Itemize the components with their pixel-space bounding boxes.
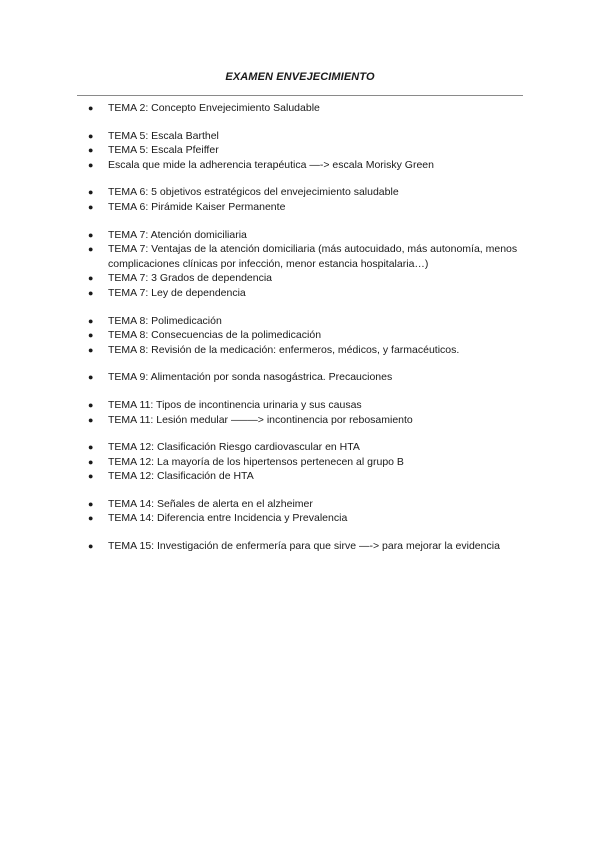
bullet-icon: ● [88, 513, 94, 524]
list-item-text: TEMA 2: Concepto Envejecimiento Saludable [108, 102, 320, 114]
list-item-text: TEMA 12: Clasificación de HTA [108, 470, 254, 483]
list-item-text: TEMA 6: 5 objetivos estratégicos del envejecimiento saludable [108, 186, 399, 199]
list-item-text: TEMA 12: La mayoría de los hipertensos pertenecen al grupo B [108, 455, 404, 468]
bullet-icon: ● [88, 244, 94, 255]
bullet-icon: ● [88, 315, 94, 326]
list-item [0, 158, 600, 173]
list-item [0, 370, 600, 385]
bullet-icon: ● [88, 541, 94, 552]
list-item-text: TEMA 14: Señales de alerta en el alzheimer [108, 497, 313, 510]
list-item [0, 343, 600, 358]
list-item-text: Escala que mide la adherencia terapéutica —-> escala Morisky Green [108, 158, 434, 171]
bullet-icon: ● [88, 414, 94, 425]
list-item [0, 398, 600, 413]
bullet-icon: ● [88, 287, 94, 298]
list-item-text: TEMA 11: Tipos de incontinencia urinaria y sus causas [108, 398, 362, 411]
topic-group [0, 101, 600, 116]
list-item-text: TEMA 9: Alimentación por sonda nasogástrica. Precauciones [108, 371, 393, 384]
list-item-text: TEMA 11: Lesión medular —–—> incontinencia por rebosamiento [108, 413, 413, 426]
topic-group [0, 497, 600, 526]
bullet-icon: ● [88, 471, 94, 482]
list-item [0, 101, 600, 116]
list-item [0, 440, 600, 455]
bullet-icon: ● [88, 229, 94, 240]
list-item [0, 511, 600, 526]
list-item-text: TEMA 6: Pirámide Kaiser Permanente [108, 200, 286, 213]
topic-group [0, 314, 600, 358]
list-item-text: TEMA 5: Escala Pfeiffer [108, 144, 219, 157]
title-divider [77, 95, 523, 96]
list-item [0, 200, 600, 215]
list-item-text: TEMA 7: Atención domiciliaria [108, 228, 247, 241]
topic-group [0, 185, 600, 214]
topic-group [0, 228, 600, 301]
list-item-text: TEMA 8: Polimedicación [108, 314, 222, 327]
list-item [0, 129, 600, 144]
topic-group [0, 370, 600, 385]
bullet-icon: ● [88, 145, 94, 156]
list-item [0, 497, 600, 512]
list-item [0, 228, 600, 243]
bullet-icon: ● [88, 273, 94, 284]
list-item [0, 286, 600, 301]
bullet-icon: ● [88, 159, 94, 170]
topic-group [0, 398, 600, 427]
list-item [0, 242, 600, 271]
list-item-text: TEMA 5: Escala Barthel [108, 129, 219, 142]
list-item [0, 314, 600, 329]
bullet-icon: ● [88, 498, 94, 509]
list-item [0, 143, 600, 158]
list-item-text: TEMA 12: Clasificación Riesgo cardiovascular en HTA [108, 441, 360, 454]
bullet-icon: ● [88, 130, 94, 141]
topic-list [0, 101, 600, 567]
list-item-text: TEMA 15: Investigación de enfermería para que sirve —-> para mejorar la evidencia [108, 540, 500, 553]
bullet-icon: ● [88, 103, 94, 113]
list-item-text: TEMA 7: 3 Grados de dependencia [108, 272, 273, 285]
bullet-icon: ● [88, 201, 94, 212]
list-item-text: TEMA 8: Revisión de la medicación: enfermeros, médicos, y farmacéuticos. [108, 343, 460, 356]
bullet-icon: ● [88, 187, 94, 198]
document-title: EXAMEN ENVEJECIMIENTO [225, 71, 375, 83]
list-item [0, 185, 600, 200]
bullet-icon: ● [88, 456, 94, 467]
list-item-text: TEMA 7: Ventajas de la atención domiciliaria (más autocuidado, más autonomía, menos complicaciones clínicas por infección, menor estancia hospitalaria…) [108, 243, 518, 270]
bullet-icon: ● [88, 330, 94, 341]
list-item [0, 271, 600, 286]
topic-group [0, 539, 600, 554]
topic-group [0, 129, 600, 173]
list-item-text: TEMA 8: Consecuencias de la polimedicación [108, 329, 322, 342]
list-item [0, 413, 600, 428]
list-item-text: TEMA 7: Ley de dependencia [108, 286, 246, 299]
topic-group [0, 440, 600, 484]
bullet-icon: ● [88, 399, 94, 410]
list-item [0, 539, 600, 554]
bullet-icon: ● [88, 372, 94, 383]
bullet-icon: ● [88, 442, 94, 453]
list-item [0, 455, 600, 470]
list-item [0, 469, 600, 484]
bullet-icon: ● [88, 344, 94, 355]
list-item-text: TEMA 14: Diferencia entre Incidencia y Prevalencia [108, 512, 348, 525]
list-item [0, 328, 600, 343]
